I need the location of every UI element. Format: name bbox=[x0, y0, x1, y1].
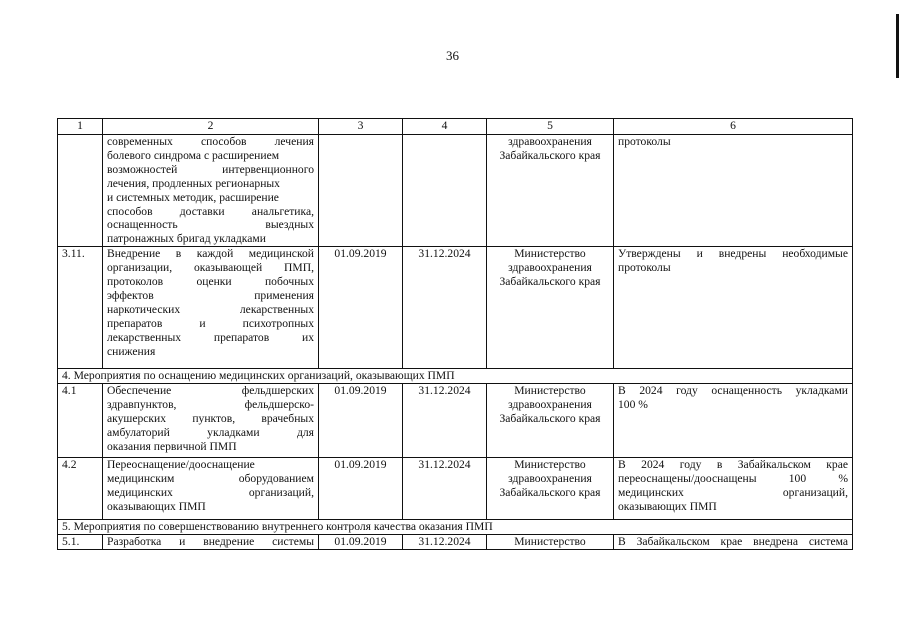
activity-line: современных способов лечения bbox=[107, 135, 314, 148]
result-line: протоколы bbox=[618, 261, 671, 275]
cell-number: 4.1 bbox=[58, 384, 103, 458]
activity-line: наркотических лекарственных bbox=[107, 302, 314, 316]
result-line: 100 % bbox=[618, 398, 648, 412]
table-row-3-11 bbox=[58, 247, 853, 369]
cell-activity bbox=[103, 458, 319, 520]
responsible-line: здравоохранения bbox=[508, 398, 592, 412]
header-col-6: 6 bbox=[614, 119, 853, 135]
activity-line: медицинских организаций, bbox=[107, 486, 314, 500]
responsible-line: здравоохранения bbox=[508, 472, 592, 486]
cell-end-date: 31.12.2024 bbox=[403, 458, 487, 520]
cell-result bbox=[614, 458, 853, 520]
cell-responsible bbox=[487, 535, 614, 550]
cell-responsible bbox=[487, 135, 614, 247]
responsible-line: Забайкальского края bbox=[499, 412, 601, 426]
responsible-line: Министерство bbox=[514, 384, 586, 398]
activity-line: оснащенность выездных bbox=[107, 218, 314, 232]
activity-line: болевого синдрома с расширением bbox=[107, 148, 280, 162]
activity-line: организации, оказывающей ПМП, bbox=[107, 261, 314, 275]
header-col-3: 3 bbox=[319, 119, 403, 135]
table-row-continuation bbox=[58, 135, 853, 247]
cell-start-date bbox=[319, 135, 403, 247]
result-line: медицинских организаций, bbox=[618, 486, 848, 500]
cell-activity bbox=[103, 135, 319, 247]
result-line: В Забайкальском крае внедрена система bbox=[618, 535, 848, 549]
activity-line: акушерских пунктов, врачебных bbox=[107, 412, 314, 426]
activity-line: Обеспечение фельдшерских bbox=[107, 384, 314, 398]
activity-line: Переоснащение/дооснащение bbox=[107, 458, 255, 472]
section-heading: 5. Мероприятия по совершенствованию внутреннего контроля качества оказания ПМП bbox=[58, 520, 853, 535]
table-header-row bbox=[58, 119, 853, 135]
activity-line: снижения bbox=[107, 344, 156, 358]
activity-line: оказания первичной ПМП bbox=[107, 439, 237, 453]
activity-line: способов доставки анальгетика, bbox=[107, 204, 314, 218]
section-heading: 4. Мероприятия по оснащению медицинских организаций, оказывающих ПМП bbox=[58, 369, 853, 384]
activity-line: амбулаторий укладками для bbox=[107, 425, 314, 439]
cell-number: 3.11. bbox=[58, 247, 103, 369]
responsible-line: Министерство bbox=[514, 458, 586, 472]
result-line: протоколы bbox=[618, 135, 671, 148]
responsible-line: здравоохранения bbox=[508, 135, 592, 148]
activities-table bbox=[57, 118, 853, 550]
table-row-4-1 bbox=[58, 384, 853, 458]
cell-start-date: 01.09.2019 bbox=[319, 384, 403, 458]
cell-end-date: 31.12.2024 bbox=[403, 247, 487, 369]
cell-responsible bbox=[487, 458, 614, 520]
cell-end-date bbox=[403, 135, 487, 247]
result-line: В 2024 году в Забайкальском крае bbox=[618, 458, 848, 472]
cell-start-date: 01.09.2019 bbox=[319, 535, 403, 550]
activity-line: протоколов оценки побочных bbox=[107, 275, 314, 289]
cell-end-date: 31.12.2024 bbox=[403, 384, 487, 458]
table-row-4-2 bbox=[58, 458, 853, 520]
activity-line: медицинским оборудованием bbox=[107, 472, 314, 486]
activity-line: Внедрение в каждой медицинской bbox=[107, 247, 314, 261]
result-line: Утверждены и внедрены необходимые bbox=[618, 247, 848, 261]
responsible-line: здравоохранения bbox=[508, 261, 592, 275]
cell-result bbox=[614, 135, 853, 247]
activity-line: и системных методик, расширение bbox=[107, 190, 279, 204]
activity-line: возможностей интервенционного bbox=[107, 162, 314, 176]
section-row-5 bbox=[58, 520, 853, 535]
responsible-line: Забайкальского края bbox=[499, 148, 601, 162]
cell-number bbox=[58, 135, 103, 247]
header-col-4: 4 bbox=[403, 119, 487, 135]
header-col-1: 1 bbox=[58, 119, 103, 135]
responsible-line: Забайкальского края bbox=[499, 486, 601, 500]
cell-responsible bbox=[487, 384, 614, 458]
result-line: переоснащены/дооснащены 100 % bbox=[618, 472, 848, 486]
cell-number: 5.1. bbox=[58, 535, 103, 550]
cell-end-date: 31.12.2024 bbox=[403, 535, 487, 550]
cell-activity bbox=[103, 384, 319, 458]
cell-responsible bbox=[487, 247, 614, 369]
cell-activity bbox=[103, 247, 319, 369]
cell-result bbox=[614, 535, 853, 550]
scan-edge-mark bbox=[896, 14, 899, 78]
activity-line: оказывающих ПМП bbox=[107, 499, 206, 513]
activity-line: лекарственных препаратов их bbox=[107, 330, 314, 344]
result-line: В 2024 году оснащенность укладками bbox=[618, 384, 848, 398]
cell-start-date: 01.09.2019 bbox=[319, 458, 403, 520]
table-row-5-1 bbox=[58, 535, 853, 550]
activity-line: эффектов применения bbox=[107, 288, 314, 302]
section-row-4 bbox=[58, 369, 853, 384]
header-col-5: 5 bbox=[487, 119, 614, 135]
result-line: оказывающих ПМП bbox=[618, 499, 717, 513]
header-col-2: 2 bbox=[103, 119, 319, 135]
activity-line: здравпунктов, фельдшерско- bbox=[107, 398, 314, 412]
responsible-line: Министерство bbox=[514, 535, 586, 549]
cell-result bbox=[614, 384, 853, 458]
cell-activity bbox=[103, 535, 319, 550]
responsible-line: Забайкальского края bbox=[499, 275, 601, 289]
activity-line: патронажных бригад укладками bbox=[107, 232, 266, 246]
cell-number: 4.2 bbox=[58, 458, 103, 520]
cell-start-date: 01.09.2019 bbox=[319, 247, 403, 369]
cell-result bbox=[614, 247, 853, 369]
activity-line: Разработка и внедрение системы bbox=[107, 535, 314, 549]
activity-line: препаратов и психотропных bbox=[107, 316, 314, 330]
activity-line: лечения, продленных регионарных bbox=[107, 176, 280, 190]
page-number: 36 bbox=[446, 48, 459, 63]
responsible-line: Министерство bbox=[514, 247, 586, 261]
